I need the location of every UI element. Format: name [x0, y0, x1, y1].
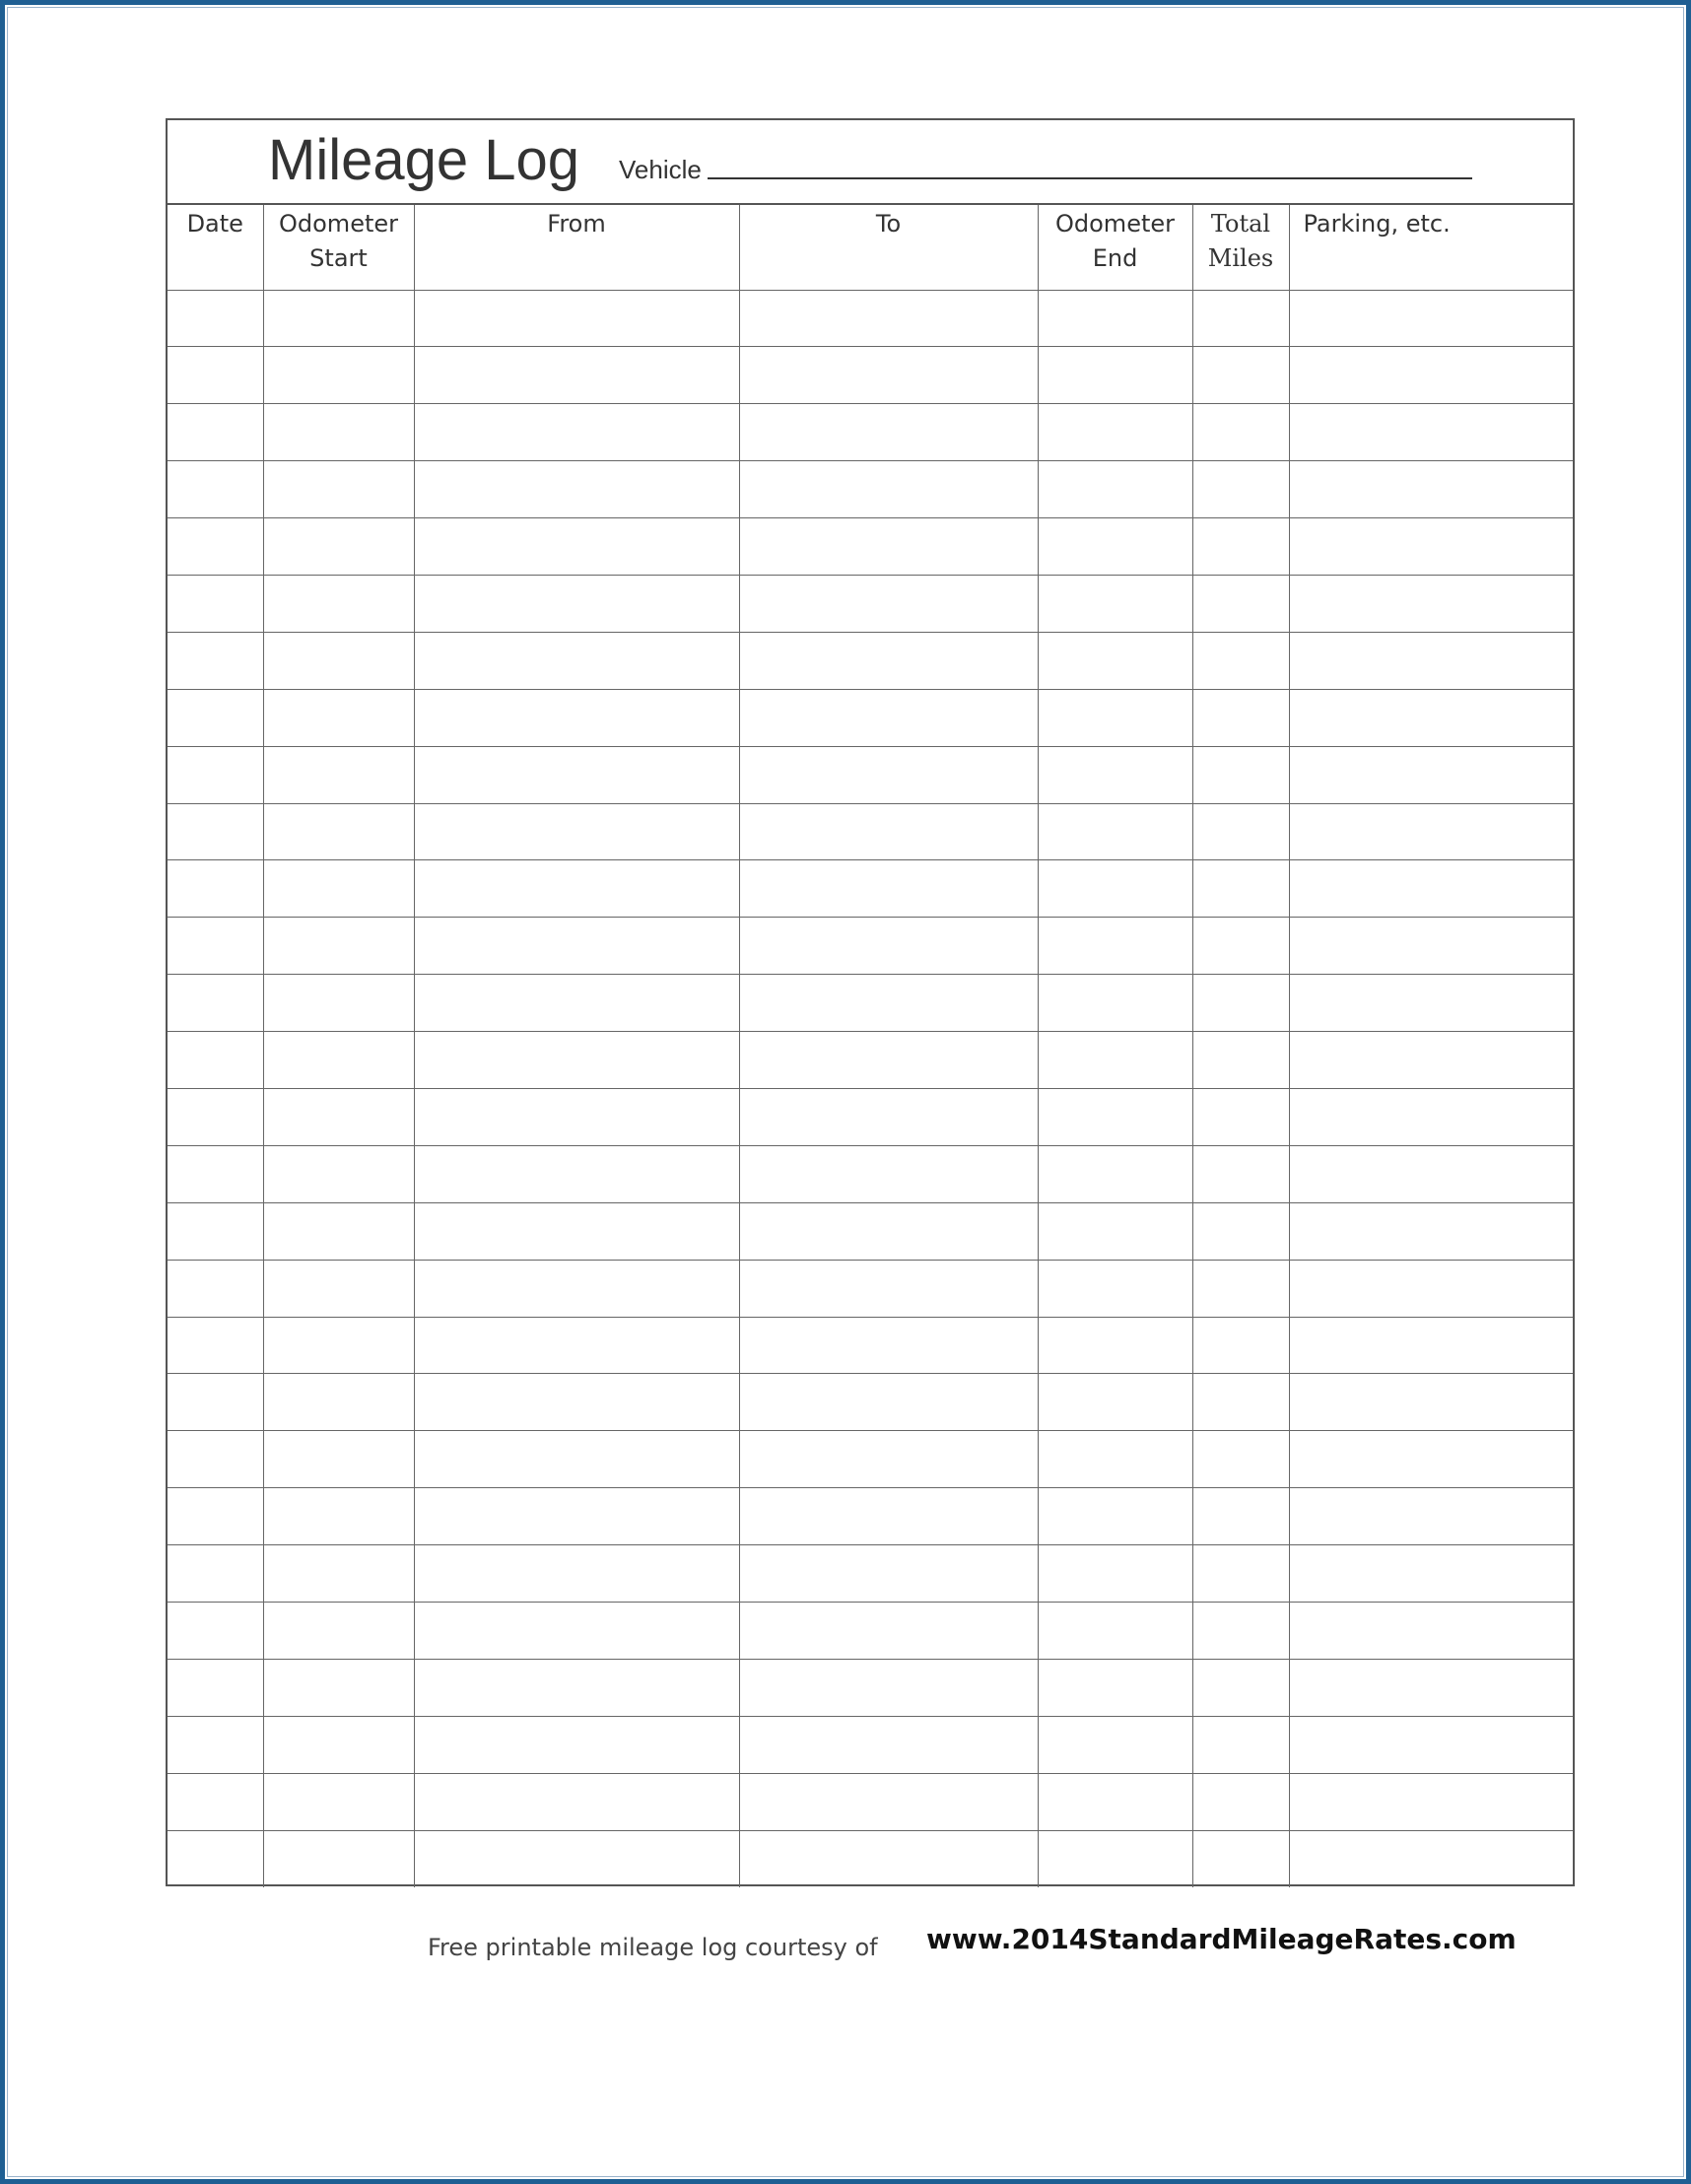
cell-from[interactable]: [414, 1431, 739, 1488]
cell-odometer-start[interactable]: [263, 1431, 414, 1488]
cell-date[interactable]: [168, 746, 263, 803]
column-header-from-label: From: [547, 210, 606, 238]
cell-odometer-end[interactable]: [1038, 1088, 1192, 1145]
cell-date[interactable]: [168, 347, 263, 404]
cell-odometer-end[interactable]: [1038, 290, 1192, 347]
cell-odometer-end[interactable]: [1038, 1374, 1192, 1431]
table-row: [168, 1145, 1573, 1202]
cell-to[interactable]: [739, 1202, 1038, 1260]
cell-odometer-end[interactable]: [1038, 347, 1192, 404]
cell-to[interactable]: [739, 1317, 1038, 1374]
cell-odometer-start[interactable]: [263, 1545, 414, 1603]
cell-to[interactable]: [739, 860, 1038, 918]
column-header-parking: [1289, 205, 1573, 290]
column-header-total-miles: [1192, 205, 1289, 290]
vehicle-field-line[interactable]: [708, 177, 1472, 179]
cell-date[interactable]: [168, 1260, 263, 1317]
cell-date[interactable]: [168, 803, 263, 860]
cell-odometer-start[interactable]: [263, 632, 414, 689]
column-header-to: [739, 205, 1038, 290]
cell-total-miles[interactable]: [1192, 918, 1289, 975]
cell-date[interactable]: [168, 1830, 263, 1887]
column-header-to-label: To: [875, 210, 902, 238]
cell-from[interactable]: [414, 803, 739, 860]
cell-odometer-end[interactable]: [1038, 575, 1192, 632]
cell-total-miles[interactable]: [1192, 1260, 1289, 1317]
cell-parking[interactable]: [1289, 1145, 1573, 1202]
cell-total-miles[interactable]: [1192, 1602, 1289, 1659]
cell-date[interactable]: [168, 1431, 263, 1488]
cell-date[interactable]: [168, 518, 263, 576]
cell-to[interactable]: [739, 1488, 1038, 1545]
cell-date[interactable]: [168, 1145, 263, 1202]
cell-odometer-end[interactable]: [1038, 1431, 1192, 1488]
cell-parking[interactable]: [1289, 1431, 1573, 1488]
table-row: [168, 1431, 1573, 1488]
column-header-date-label: Date: [186, 210, 243, 238]
table-row: [168, 1773, 1573, 1830]
cell-from[interactable]: [414, 1260, 739, 1317]
cell-total-miles[interactable]: [1192, 975, 1289, 1032]
cell-parking[interactable]: [1289, 1545, 1573, 1603]
cell-to[interactable]: [739, 1716, 1038, 1773]
table-row: [168, 803, 1573, 860]
table-row: [168, 518, 1573, 576]
cell-date[interactable]: [168, 1602, 263, 1659]
cell-total-miles[interactable]: [1192, 803, 1289, 860]
cell-from[interactable]: [414, 1145, 739, 1202]
cell-date[interactable]: [168, 1032, 263, 1089]
cell-parking[interactable]: [1289, 1773, 1573, 1830]
cell-date[interactable]: [168, 1374, 263, 1431]
cell-parking[interactable]: [1289, 575, 1573, 632]
cell-from[interactable]: [414, 1032, 739, 1089]
cell-parking[interactable]: [1289, 1317, 1573, 1374]
cell-total-miles[interactable]: [1192, 1431, 1289, 1488]
cell-total-miles[interactable]: [1192, 347, 1289, 404]
cell-parking[interactable]: [1289, 918, 1573, 975]
cell-parking[interactable]: [1289, 1488, 1573, 1545]
cell-from[interactable]: [414, 746, 739, 803]
table-row: [168, 404, 1573, 461]
cell-from[interactable]: [414, 632, 739, 689]
cell-parking[interactable]: [1289, 1088, 1573, 1145]
cell-to[interactable]: [739, 975, 1038, 1032]
cell-from[interactable]: [414, 1659, 739, 1716]
cell-to[interactable]: [739, 1431, 1038, 1488]
form-title: Mileage Log: [268, 128, 579, 192]
cell-odometer-start[interactable]: [263, 1659, 414, 1716]
cell-odometer-start[interactable]: [263, 1830, 414, 1887]
cell-to[interactable]: [739, 461, 1038, 518]
cell-odometer-end[interactable]: [1038, 1260, 1192, 1317]
cell-odometer-start[interactable]: [263, 1260, 414, 1317]
cell-odometer-start[interactable]: [263, 290, 414, 347]
cell-to[interactable]: [739, 918, 1038, 975]
vehicle-label: Vehicle: [619, 155, 702, 184]
cell-from[interactable]: [414, 1202, 739, 1260]
table-row: [168, 1088, 1573, 1145]
table-row: [168, 746, 1573, 803]
table-row: [168, 1374, 1573, 1431]
table-row: [168, 1602, 1573, 1659]
cell-to[interactable]: [739, 404, 1038, 461]
cell-date[interactable]: [168, 1773, 263, 1830]
cell-odometer-end[interactable]: [1038, 1488, 1192, 1545]
cell-odometer-start[interactable]: [263, 347, 414, 404]
cell-odometer-start[interactable]: [263, 860, 414, 918]
cell-parking[interactable]: [1289, 1032, 1573, 1089]
cell-total-miles[interactable]: [1192, 404, 1289, 461]
cell-parking[interactable]: [1289, 290, 1573, 347]
cell-odometer-end[interactable]: [1038, 975, 1192, 1032]
table-row: [168, 689, 1573, 746]
cell-parking[interactable]: [1289, 632, 1573, 689]
cell-odometer-end[interactable]: [1038, 632, 1192, 689]
cell-date[interactable]: [168, 1716, 263, 1773]
cell-date[interactable]: [168, 1317, 263, 1374]
column-header-total-miles-line2: Miles: [1207, 244, 1274, 272]
cell-from[interactable]: [414, 1488, 739, 1545]
cell-date[interactable]: [168, 632, 263, 689]
cell-odometer-end[interactable]: [1038, 1145, 1192, 1202]
cell-odometer-end[interactable]: [1038, 1032, 1192, 1089]
cell-parking[interactable]: [1289, 689, 1573, 746]
cell-total-miles[interactable]: [1192, 518, 1289, 576]
cell-odometer-end[interactable]: [1038, 1602, 1192, 1659]
cell-total-miles[interactable]: [1192, 1659, 1289, 1716]
cell-odometer-start[interactable]: [263, 575, 414, 632]
cell-odometer-start[interactable]: [263, 1602, 414, 1659]
cell-odometer-end[interactable]: [1038, 918, 1192, 975]
cell-from[interactable]: [414, 518, 739, 576]
cell-from[interactable]: [414, 1088, 739, 1145]
cell-odometer-end[interactable]: [1038, 1716, 1192, 1773]
cell-from[interactable]: [414, 1545, 739, 1603]
cell-date[interactable]: [168, 860, 263, 918]
mileage-table: [168, 205, 1573, 1887]
cell-parking[interactable]: [1289, 1260, 1573, 1317]
cell-parking[interactable]: [1289, 1830, 1573, 1887]
cell-odometer-start[interactable]: [263, 404, 414, 461]
footer-courtesy-text: Free printable mileage log courtesy of: [428, 1934, 878, 1961]
cell-to[interactable]: [739, 1260, 1038, 1317]
cell-to[interactable]: [739, 290, 1038, 347]
cell-from[interactable]: [414, 1317, 739, 1374]
cell-parking[interactable]: [1289, 803, 1573, 860]
column-header-total-miles-label: Total: [1210, 210, 1271, 238]
cell-total-miles[interactable]: [1192, 860, 1289, 918]
table-row: [168, 918, 1573, 975]
cell-parking[interactable]: [1289, 1202, 1573, 1260]
cell-to[interactable]: [739, 746, 1038, 803]
table-row: [168, 1032, 1573, 1089]
cell-odometer-end[interactable]: [1038, 803, 1192, 860]
cell-odometer-start[interactable]: [263, 1317, 414, 1374]
cell-total-miles[interactable]: [1192, 1202, 1289, 1260]
column-header-parking-label: Parking, etc.: [1303, 210, 1451, 238]
cell-date[interactable]: [168, 461, 263, 518]
cell-odometer-start[interactable]: [263, 803, 414, 860]
cell-date[interactable]: [168, 1488, 263, 1545]
cell-odometer-end[interactable]: [1038, 1659, 1192, 1716]
cell-from[interactable]: [414, 1716, 739, 1773]
cell-parking[interactable]: [1289, 461, 1573, 518]
table-row: [168, 1260, 1573, 1317]
cell-date[interactable]: [168, 290, 263, 347]
mileage-log-form: [166, 118, 1575, 1886]
cell-date[interactable]: [168, 689, 263, 746]
cell-total-miles[interactable]: [1192, 461, 1289, 518]
cell-total-miles[interactable]: [1192, 1088, 1289, 1145]
title-band: [168, 120, 1573, 205]
cell-total-miles[interactable]: [1192, 1830, 1289, 1887]
cell-to[interactable]: [739, 1032, 1038, 1089]
cell-date[interactable]: [168, 1202, 263, 1260]
cell-total-miles[interactable]: [1192, 632, 1289, 689]
cell-odometer-end[interactable]: [1038, 1202, 1192, 1260]
cell-total-miles[interactable]: [1192, 1317, 1289, 1374]
cell-odometer-end[interactable]: [1038, 1830, 1192, 1887]
cell-total-miles[interactable]: [1192, 575, 1289, 632]
cell-odometer-start[interactable]: [263, 975, 414, 1032]
cell-to[interactable]: [739, 1602, 1038, 1659]
cell-odometer-end[interactable]: [1038, 1545, 1192, 1603]
cell-odometer-end[interactable]: [1038, 1773, 1192, 1830]
cell-odometer-end[interactable]: [1038, 746, 1192, 803]
cell-parking[interactable]: [1289, 1716, 1573, 1773]
cell-to[interactable]: [739, 575, 1038, 632]
cell-from[interactable]: [414, 1830, 739, 1887]
table-row: [168, 1488, 1573, 1545]
cell-date[interactable]: [168, 404, 263, 461]
cell-parking[interactable]: [1289, 404, 1573, 461]
cell-odometer-start[interactable]: [263, 461, 414, 518]
cell-from[interactable]: [414, 461, 739, 518]
cell-parking[interactable]: [1289, 518, 1573, 576]
cell-odometer-start[interactable]: [263, 1032, 414, 1089]
cell-odometer-start[interactable]: [263, 1202, 414, 1260]
cell-total-miles[interactable]: [1192, 1032, 1289, 1089]
cell-total-miles[interactable]: [1192, 1773, 1289, 1830]
table-row: [168, 860, 1573, 918]
cell-parking[interactable]: [1289, 975, 1573, 1032]
cell-odometer-start[interactable]: [263, 689, 414, 746]
cell-odometer-end[interactable]: [1038, 404, 1192, 461]
table-row: [168, 1317, 1573, 1374]
cell-odometer-start[interactable]: [263, 518, 414, 576]
cell-to[interactable]: [739, 1374, 1038, 1431]
cell-to[interactable]: [739, 1830, 1038, 1887]
table-row: [168, 632, 1573, 689]
cell-parking[interactable]: [1289, 1602, 1573, 1659]
table-row: [168, 347, 1573, 404]
cell-odometer-end[interactable]: [1038, 1317, 1192, 1374]
cell-from[interactable]: [414, 975, 739, 1032]
cell-odometer-end[interactable]: [1038, 518, 1192, 576]
table-row: [168, 1716, 1573, 1773]
cell-odometer-start[interactable]: [263, 1773, 414, 1830]
column-header-odometer-start: [263, 205, 414, 290]
cell-to[interactable]: [739, 1145, 1038, 1202]
cell-odometer-end[interactable]: [1038, 461, 1192, 518]
cell-total-miles[interactable]: [1192, 1145, 1289, 1202]
column-header-odometer-start-label: Odometer: [279, 210, 398, 238]
cell-parking[interactable]: [1289, 1374, 1573, 1431]
cell-from[interactable]: [414, 290, 739, 347]
cell-total-miles[interactable]: [1192, 1374, 1289, 1431]
cell-to[interactable]: [739, 1088, 1038, 1145]
cell-from[interactable]: [414, 918, 739, 975]
cell-date[interactable]: [168, 975, 263, 1032]
column-header-date: [168, 205, 263, 290]
cell-total-miles[interactable]: [1192, 1716, 1289, 1773]
cell-odometer-end[interactable]: [1038, 860, 1192, 918]
table-row: [168, 1830, 1573, 1887]
cell-from[interactable]: [414, 1602, 739, 1659]
cell-from[interactable]: [414, 1773, 739, 1830]
cell-from[interactable]: [414, 347, 739, 404]
cell-date[interactable]: [168, 575, 263, 632]
cell-odometer-start[interactable]: [263, 1145, 414, 1202]
table-row: [168, 290, 1573, 347]
column-header-odometer-end-label: Odometer: [1055, 210, 1175, 238]
cell-total-miles[interactable]: [1192, 1488, 1289, 1545]
cell-total-miles[interactable]: [1192, 1545, 1289, 1603]
table-row: [168, 1659, 1573, 1716]
cell-to[interactable]: [739, 632, 1038, 689]
column-header-from: [414, 205, 739, 290]
log-body: [168, 290, 1573, 1887]
cell-from[interactable]: [414, 689, 739, 746]
cell-odometer-start[interactable]: [263, 1088, 414, 1145]
cell-to[interactable]: [739, 803, 1038, 860]
table-row: [168, 1545, 1573, 1603]
cell-to[interactable]: [739, 689, 1038, 746]
cell-parking[interactable]: [1289, 1659, 1573, 1716]
table-row: [168, 1202, 1573, 1260]
column-header-odometer-end: [1038, 205, 1192, 290]
cell-total-miles[interactable]: [1192, 746, 1289, 803]
cell-date[interactable]: [168, 1659, 263, 1716]
table-row: [168, 575, 1573, 632]
cell-from[interactable]: [414, 575, 739, 632]
cell-total-miles[interactable]: [1192, 689, 1289, 746]
cell-to[interactable]: [739, 347, 1038, 404]
cell-odometer-start[interactable]: [263, 746, 414, 803]
cell-to[interactable]: [739, 1659, 1038, 1716]
cell-odometer-end[interactable]: [1038, 689, 1192, 746]
table-row: [168, 461, 1573, 518]
cell-odometer-start[interactable]: [263, 918, 414, 975]
cell-to[interactable]: [739, 1773, 1038, 1830]
cell-total-miles[interactable]: [1192, 290, 1289, 347]
cell-from[interactable]: [414, 860, 739, 918]
table-row: [168, 975, 1573, 1032]
cell-to[interactable]: [739, 518, 1038, 576]
header-row: [168, 205, 1573, 290]
cell-from[interactable]: [414, 404, 739, 461]
cell-odometer-start[interactable]: [263, 1716, 414, 1773]
cell-to[interactable]: [739, 1545, 1038, 1603]
cell-date[interactable]: [168, 918, 263, 975]
cell-parking[interactable]: [1289, 860, 1573, 918]
cell-from[interactable]: [414, 1374, 739, 1431]
footer-url-link[interactable]: www.2014StandardMileageRates.com: [926, 1923, 1517, 1955]
cell-date[interactable]: [168, 1545, 263, 1603]
column-header-odometer-end-line2: End: [1092, 244, 1138, 272]
cell-parking[interactable]: [1289, 347, 1573, 404]
column-header-odometer-start-line2: Start: [309, 244, 368, 272]
cell-odometer-start[interactable]: [263, 1488, 414, 1545]
cell-odometer-start[interactable]: [263, 1374, 414, 1431]
cell-parking[interactable]: [1289, 746, 1573, 803]
cell-date[interactable]: [168, 1088, 263, 1145]
